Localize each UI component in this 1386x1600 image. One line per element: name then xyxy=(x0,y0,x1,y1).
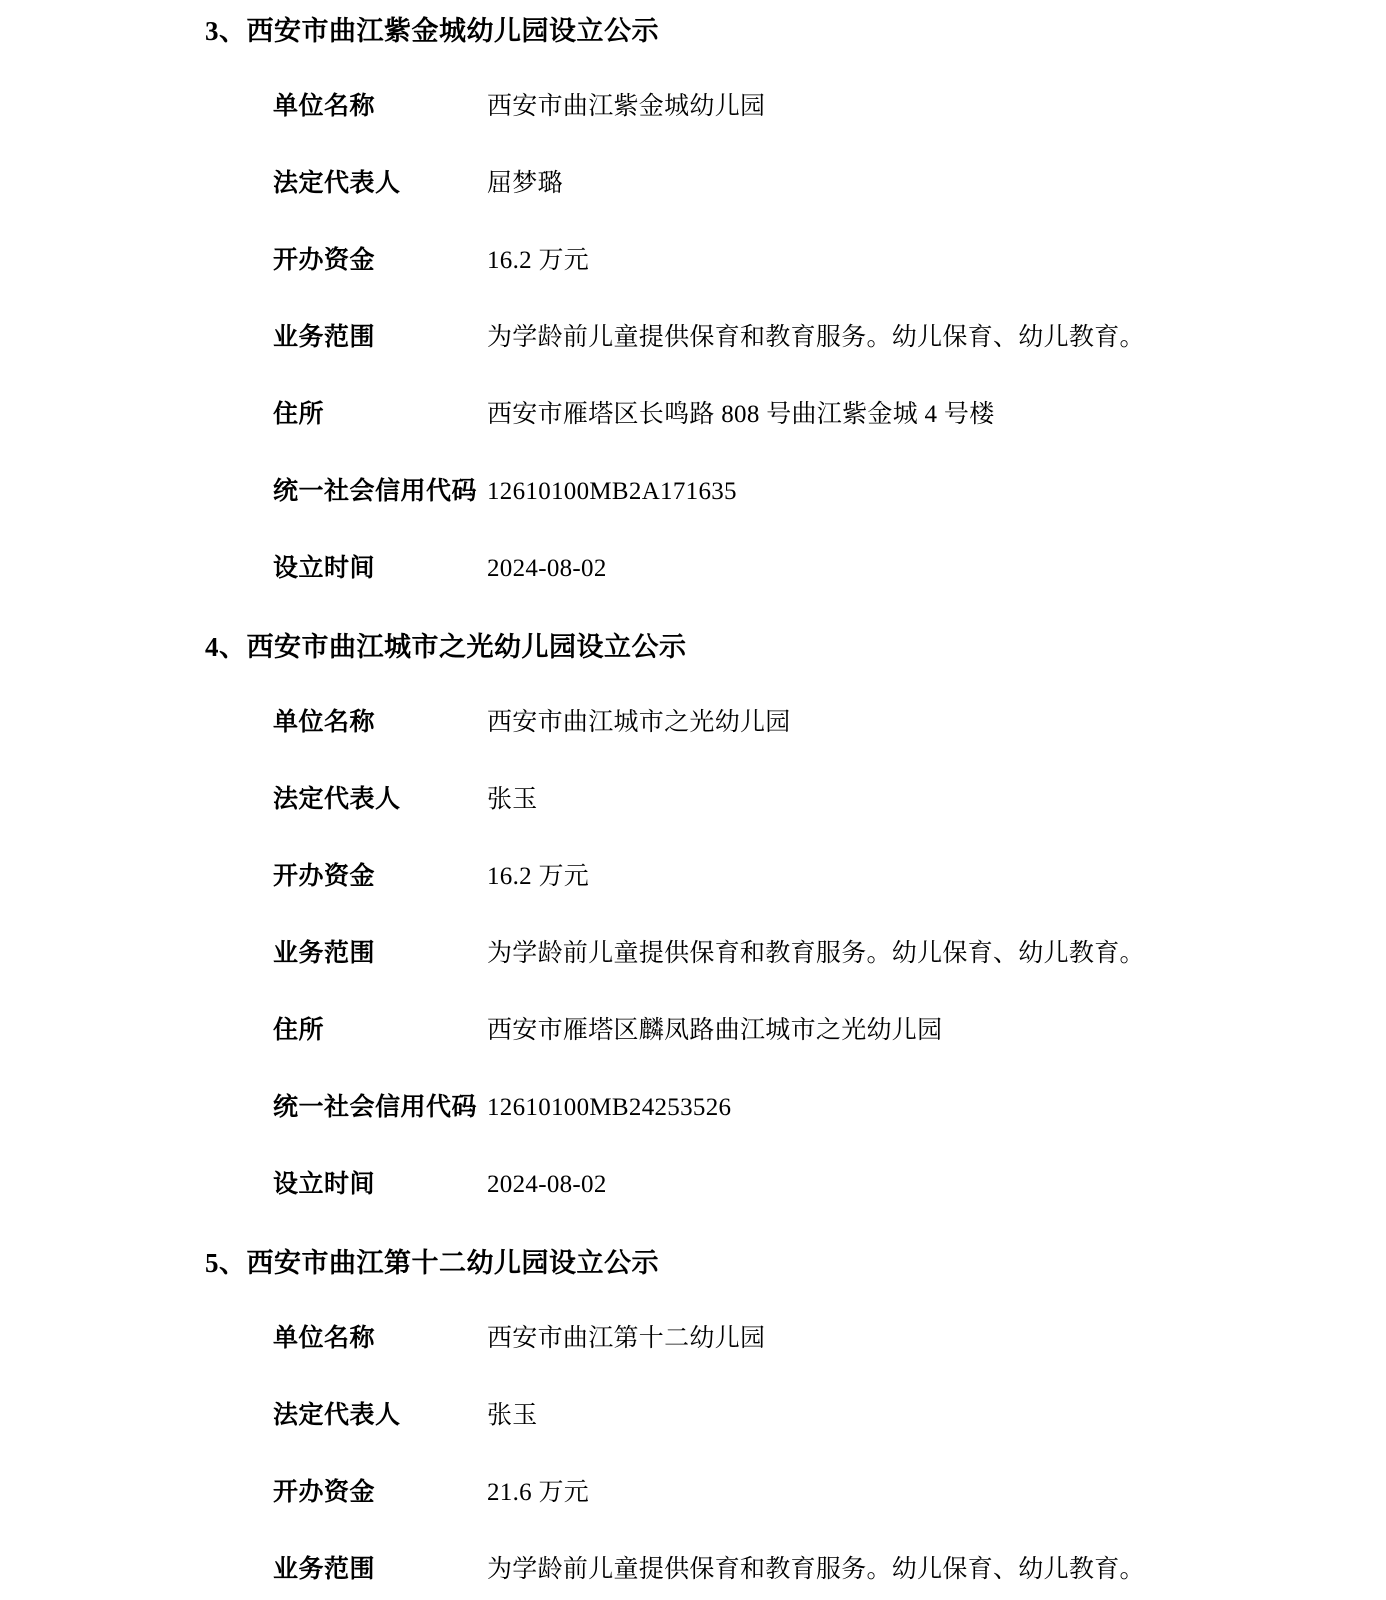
field-value: 西安市曲江第十二幼儿园 xyxy=(487,1325,766,1352)
field-row xyxy=(0,1402,1386,1479)
field-value: 张玉 xyxy=(487,1402,538,1429)
field-value: 为学龄前儿童提供保育和教育服务。幼儿保育、幼儿教育。 xyxy=(487,940,1145,967)
field-label: 法定代表人 xyxy=(273,1402,401,1429)
field-row xyxy=(0,93,1386,170)
field-label: 单位名称 xyxy=(273,93,376,120)
field-row xyxy=(0,401,1386,478)
field-value: 12610100MB2A171635 xyxy=(487,478,737,505)
field-label: 单位名称 xyxy=(273,709,376,736)
field-row xyxy=(0,786,1386,863)
field-label: 设立时间 xyxy=(273,1171,376,1198)
field-value: 16.2 万元 xyxy=(487,247,590,274)
field-row xyxy=(0,940,1386,1017)
field-value: 21.6 万元 xyxy=(487,1479,590,1506)
field-label: 业务范围 xyxy=(273,940,376,967)
field-value: 16.2 万元 xyxy=(487,863,590,890)
section-heading: 5、西安市曲江第十二幼儿园设立公示 xyxy=(205,1248,659,1278)
field-value: 2024-08-02 xyxy=(487,555,607,582)
field-row xyxy=(0,247,1386,324)
field-label: 住所 xyxy=(273,1017,325,1044)
field-row xyxy=(0,1556,1386,1600)
field-label: 法定代表人 xyxy=(273,786,401,813)
field-label: 业务范围 xyxy=(273,1556,376,1583)
field-value: 屈梦璐 xyxy=(487,170,563,197)
heading-line xyxy=(0,632,1386,709)
field-label: 开办资金 xyxy=(273,1479,376,1506)
field-label: 法定代表人 xyxy=(273,170,401,197)
field-row xyxy=(0,1017,1386,1094)
field-row xyxy=(0,863,1386,940)
field-row xyxy=(0,170,1386,247)
field-row xyxy=(0,709,1386,786)
field-row xyxy=(0,478,1386,555)
field-label: 统一社会信用代码 xyxy=(273,478,478,505)
field-value: 西安市曲江紫金城幼儿园 xyxy=(487,93,766,120)
field-label: 统一社会信用代码 xyxy=(273,1094,478,1121)
field-row xyxy=(0,555,1386,632)
field-label: 业务范围 xyxy=(273,324,376,351)
field-label: 开办资金 xyxy=(273,863,376,890)
field-value: 为学龄前儿童提供保育和教育服务。幼儿保育、幼儿教育。 xyxy=(487,324,1145,351)
field-row xyxy=(0,1479,1386,1556)
field-label: 开办资金 xyxy=(273,247,376,274)
field-row xyxy=(0,1094,1386,1171)
field-value: 张玉 xyxy=(487,786,538,813)
field-row xyxy=(0,1171,1386,1248)
field-row xyxy=(0,324,1386,401)
notice-section-3 xyxy=(0,16,1386,632)
field-label: 单位名称 xyxy=(273,1325,376,1352)
field-value: 为学龄前儿童提供保育和教育服务。幼儿保育、幼儿教育。 xyxy=(487,1556,1145,1583)
field-value: 2024-08-02 xyxy=(487,1171,607,1198)
heading-line xyxy=(0,16,1386,93)
heading-line xyxy=(0,1248,1386,1325)
field-label: 住所 xyxy=(273,401,325,428)
notice-section-5 xyxy=(0,1248,1386,1600)
field-value: 西安市雁塔区长鸣路 808 号曲江紫金城 4 号楼 xyxy=(487,401,995,428)
field-value: 12610100MB24253526 xyxy=(487,1094,732,1121)
field-label: 设立时间 xyxy=(273,555,376,582)
field-value: 西安市雁塔区麟凤路曲江城市之光幼儿园 xyxy=(487,1017,943,1044)
field-row xyxy=(0,1325,1386,1402)
field-value: 西安市曲江城市之光幼儿园 xyxy=(487,709,791,736)
section-heading: 3、西安市曲江紫金城幼儿园设立公示 xyxy=(205,16,659,46)
notice-section-4 xyxy=(0,632,1386,1248)
section-heading: 4、西安市曲江城市之光幼儿园设立公示 xyxy=(205,632,687,662)
